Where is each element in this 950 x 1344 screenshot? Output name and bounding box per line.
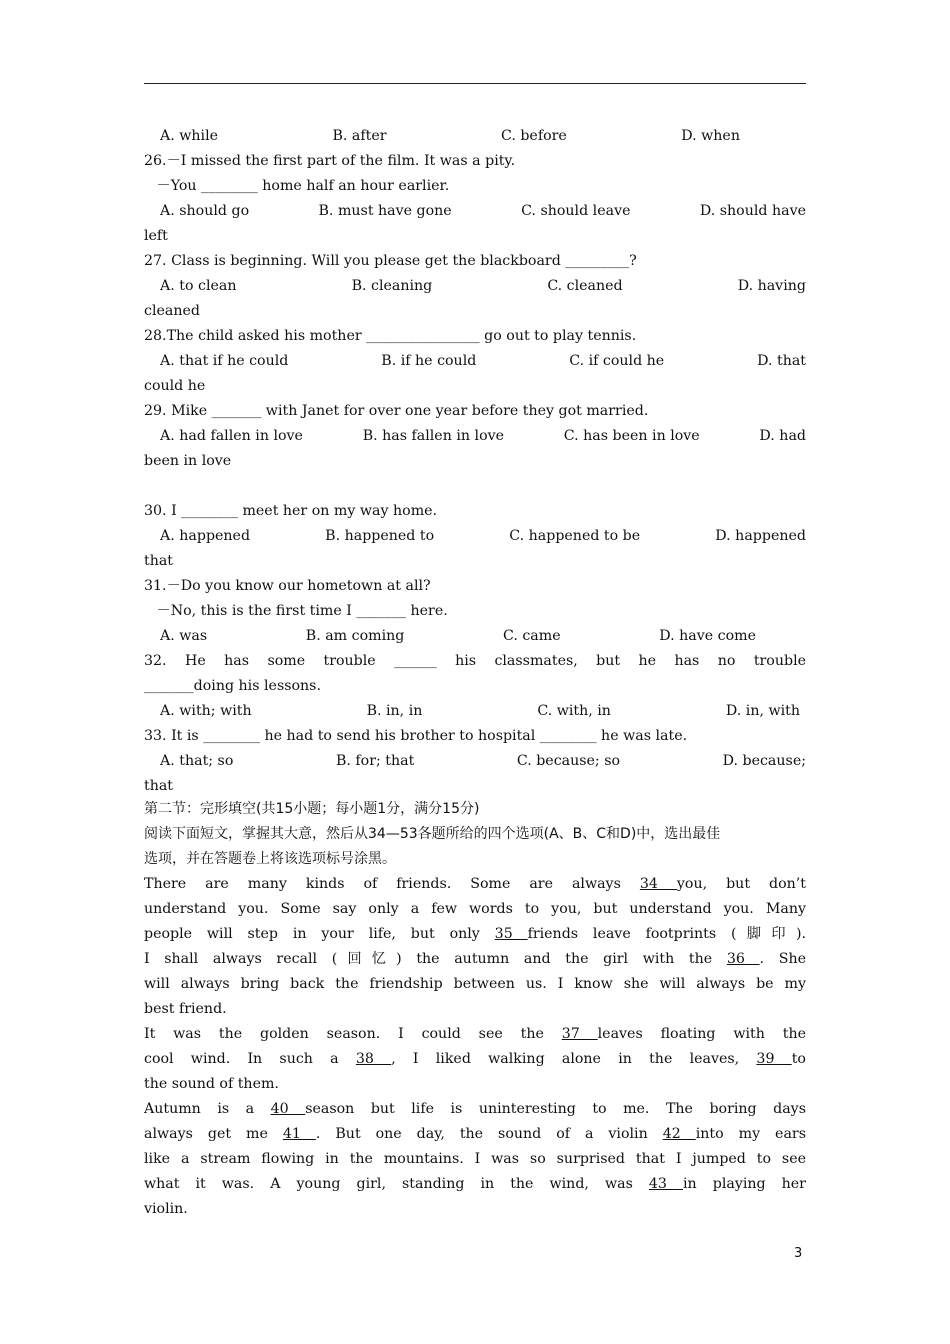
- option-c: C. with, in: [537, 703, 611, 719]
- passage-line: Autumn is a 40 season but life is uninteresting to me. The boring days: [144, 1101, 806, 1117]
- option-a: A. that if he could: [160, 353, 289, 369]
- option-b: B. cleaning: [351, 278, 433, 294]
- page-number: 3: [794, 1246, 803, 1261]
- option-b: B. if he could: [381, 353, 477, 369]
- q30-text: 30. I ________ meet her on my way home.: [144, 503, 438, 519]
- blank-36: 36: [726, 951, 760, 967]
- q29-text: 29. Mike _______ with Janet for over one year before they got married.: [144, 403, 649, 419]
- option-a: A. while: [160, 128, 219, 144]
- option-d: D. because;: [722, 753, 806, 769]
- passage-line: It was the golden season. I could see the 37 leaves floating with the: [144, 1026, 806, 1042]
- option-a: A. to clean: [160, 278, 237, 294]
- q27-text: 27. Class is beginning. Will you please get the blackboard _________?: [144, 253, 637, 269]
- q27-options: [160, 274, 806, 299]
- blank-42: 42: [662, 1126, 696, 1142]
- option-a: A. with; with: [160, 703, 252, 719]
- q28-options-wrap: could he: [144, 378, 206, 394]
- blank-38: 38: [355, 1051, 392, 1067]
- blank-39: 39: [756, 1051, 792, 1067]
- option-c: C. before: [500, 128, 567, 144]
- q32-text: 32. He has some trouble ______ his classmates, but he has no trouble: [144, 653, 806, 669]
- option-a: A. had fallen in love: [160, 428, 303, 444]
- passage-line: always get me 41 . But one day, the sound of a violin 42 into my ears: [144, 1126, 806, 1142]
- passage-line: the sound of them.: [144, 1076, 279, 1092]
- option-c: C. should leave: [521, 203, 631, 219]
- passage-line: I shall always recall (回忆) the autumn and the girl with the 36 . She: [144, 951, 806, 967]
- passage-line: people will step in your life, but only 35 friends leave footprints (脚印).: [144, 926, 806, 942]
- q27-options-wrap: cleaned: [144, 303, 200, 319]
- option-c: C. came: [502, 628, 561, 644]
- section-heading: 第二节：完形填空(共15小题；每小题1分，满分15分): [144, 801, 480, 817]
- option-d: D. had: [759, 428, 806, 444]
- blank-40: 40: [270, 1101, 306, 1117]
- option-d: D. that: [757, 353, 806, 369]
- q26-text: 26.－I missed the first part of the film. It was a pity.: [144, 153, 516, 169]
- passage-line: There are many kinds of friends. Some are always 34 you, but don’t: [144, 876, 806, 892]
- option-c: C. has been in love: [563, 428, 700, 444]
- q28-text: 28.The child asked his mother ________________ go out to play tennis.: [144, 328, 637, 344]
- option-b: B. must have gone: [318, 203, 452, 219]
- option-d: D. happened: [715, 528, 806, 544]
- q26-options: [160, 199, 806, 224]
- passage-line: what it was. A young girl, standing in the wind, was 43 in playing her: [144, 1176, 806, 1192]
- blank-34: 34: [639, 876, 677, 892]
- option-b: B. has fallen in love: [362, 428, 505, 444]
- q32-options: [160, 699, 800, 724]
- q26-reply: －You ________ home half an hour earlier.: [152, 178, 450, 194]
- section-instructions: 阅读下面短文，掌握其大意，然后从34—53各题所给的四个选项(A、B、C和D)中，选出最佳: [144, 826, 721, 842]
- option-b: B. happened to: [325, 528, 435, 544]
- option-d: D. when: [681, 128, 740, 144]
- q31-options: [160, 624, 756, 649]
- option-a: A. happened: [160, 528, 251, 544]
- q31-reply: －No, this is the first time I _______ here.: [152, 603, 448, 619]
- header-rule: [144, 83, 806, 84]
- q32-text-wrap: _______doing his lessons.: [144, 678, 321, 694]
- option-d: D. in, with: [725, 703, 800, 719]
- passage-line: will always bring back the friendship between us. I know she will always be my: [144, 976, 806, 992]
- passage-line: like a stream flowing in the mountains. I was so surprised that I jumped to see: [144, 1151, 806, 1167]
- option-d: D. should have: [699, 203, 806, 219]
- q33-options-wrap: that: [144, 778, 173, 794]
- option-d: D. having: [737, 278, 806, 294]
- q29-options-wrap: been in love: [144, 453, 232, 469]
- passage-line: understand you. Some say only a few words to you, but understand you. Many: [144, 901, 806, 917]
- blank-35: 35: [494, 926, 528, 942]
- option-c: C. cleaned: [547, 278, 623, 294]
- option-b: B. after: [332, 128, 387, 144]
- q31-text: 31.－Do you know our hometown at all?: [144, 578, 431, 594]
- passage-line: violin.: [144, 1201, 188, 1217]
- blank-41: 41: [282, 1126, 316, 1142]
- passage-line: best friend.: [144, 1001, 227, 1017]
- option-c: C. because; so: [516, 753, 621, 769]
- q26-options-wrap: left: [144, 228, 168, 244]
- q28-options: [160, 349, 806, 374]
- option-a: A. should go: [160, 203, 250, 219]
- passage-line: cool wind. In such a 38 , I liked walking alone in the leaves, 39 to: [144, 1051, 806, 1067]
- q30-options-wrap: that: [144, 553, 173, 569]
- blank-37: 37: [561, 1026, 598, 1042]
- option-a: A. was: [160, 628, 208, 644]
- option-b: B. am coming: [305, 628, 405, 644]
- section-instructions-wrap: 选项，并在答题卷上将该选项标号涂黑。: [144, 851, 396, 867]
- q25-options: [160, 124, 740, 149]
- option-d: D. have come: [659, 628, 756, 644]
- option-a: A. that; so: [160, 753, 234, 769]
- option-c: C. if could he: [569, 353, 665, 369]
- blank-43: 43: [648, 1176, 684, 1192]
- q30-options: [160, 524, 806, 549]
- q29-options: [160, 424, 806, 449]
- q33-text: 33. It is ________ he had to send his brother to hospital ________ he was late.: [144, 728, 688, 744]
- option-c: C. happened to be: [509, 528, 641, 544]
- option-b: B. in, in: [366, 703, 423, 719]
- q33-options: [160, 749, 806, 774]
- option-b: B. for; that: [335, 753, 415, 769]
